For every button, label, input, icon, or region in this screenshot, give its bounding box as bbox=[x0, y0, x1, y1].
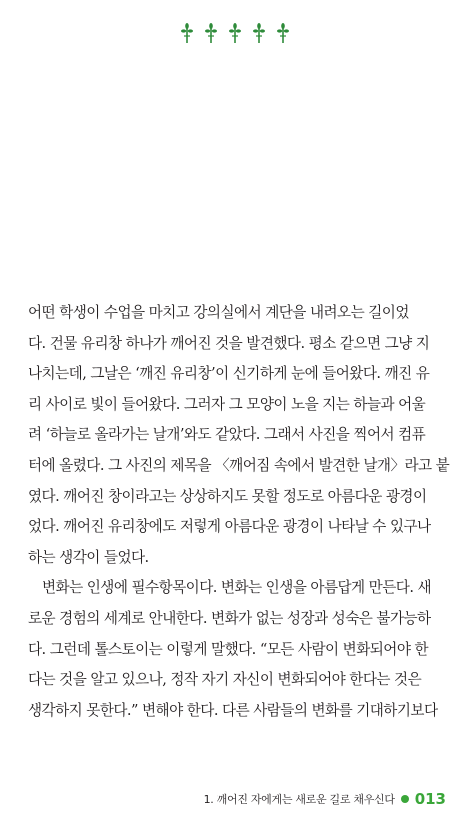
text-line: 리 사이로 빛이 들어왔다. 그러자 그 모양이 노을 지는 하늘과 어울 bbox=[28, 395, 426, 413]
chapter-title: 1. 깨어진 자에게는 새로운 길로 채우신다 bbox=[203, 793, 395, 806]
clover-sprig-icon bbox=[205, 22, 217, 44]
paragraph-2 bbox=[28, 573, 444, 726]
running-footer bbox=[204, 790, 446, 808]
text-line: 었다. 깨어진 유리창에도 저렇게 아름다운 광경이 나타날 수 있구나 bbox=[28, 518, 431, 536]
clover-sprig-icon bbox=[181, 22, 193, 44]
text-line: 어떤 학생이 수업을 마치고 강의실에서 계단을 내려오는 길이었 bbox=[28, 304, 409, 321]
text-line: 터에 올렸다. 그 사진의 제목을 〈깨어짐 속에서 발견한 날개〉라고 붙 bbox=[28, 456, 450, 474]
clover-sprig-icon bbox=[229, 22, 241, 44]
page-number: 013 bbox=[414, 790, 446, 808]
body-text bbox=[28, 298, 450, 726]
ornament-row bbox=[0, 22, 470, 44]
text-line: 하는 생각이 들었다. bbox=[28, 548, 149, 566]
clover-sprig-icon bbox=[253, 22, 265, 44]
text-line: 로운 경험의 세계로 안내한다. 변화가 없는 성장과 성숙은 불가능하 bbox=[28, 609, 431, 627]
text-line: 다는 것을 알고 있으나, 정작 자기 자신이 변화되어야 한다는 것은 bbox=[28, 671, 422, 689]
bullet-dot-icon bbox=[401, 795, 409, 803]
text-line: 다. 건물 유리창 하나가 깨어진 것을 발견했다. 평소 같으면 그냥 지 bbox=[28, 334, 430, 352]
clover-sprig-icon bbox=[277, 22, 289, 44]
paragraph-1 bbox=[28, 298, 450, 573]
text-line: 변화는 인생에 필수항목이다. 변화는 인생을 아름답게 만든다. 새 bbox=[42, 579, 432, 597]
text-line: 려 ‘하늘로 올라가는 날개’와도 같았다. 그래서 사진을 찍어서 컴퓨 bbox=[28, 426, 426, 444]
text-line: 생각하지 못한다.” 변해야 한다. 다른 사람들의 변화를 기대하기보다 bbox=[28, 701, 438, 719]
text-line: 였다. 깨어진 창이라고는 상상하지도 못할 정도로 아름다운 광경이 bbox=[28, 487, 427, 505]
text-line: 나치는데, 그날은 ‘깨진 유리창’이 신기하게 눈에 들어왔다. 깨진 유 bbox=[28, 365, 430, 383]
text-line: 다. 그런데 톨스토이는 이렇게 말했다. “모든 사람이 변화되어야 한 bbox=[28, 640, 429, 658]
